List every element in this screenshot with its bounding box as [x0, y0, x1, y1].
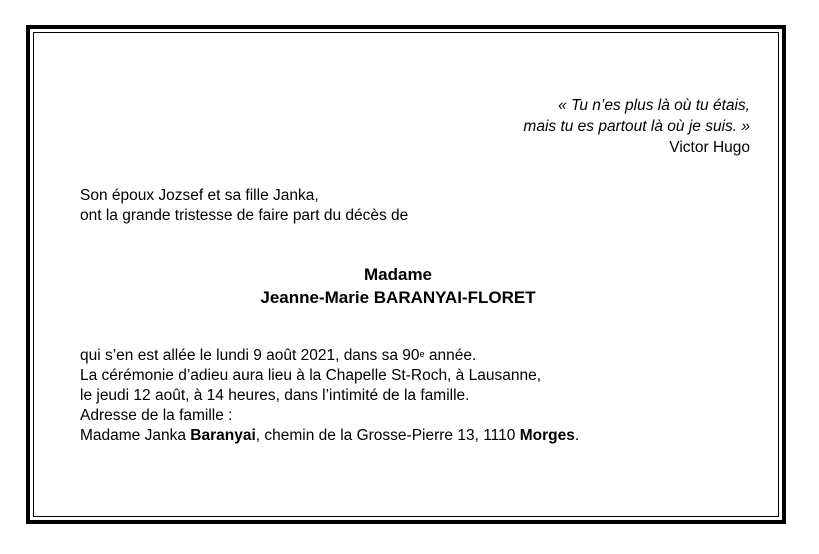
deceased-name: Jeanne-Marie BARANYAI-FLORET — [260, 288, 536, 307]
address-street: , chemin de la Grosse-Pierre 13, 1110 — [255, 427, 520, 444]
family-address — [80, 426, 579, 446]
epigraph-quote — [523, 95, 750, 158]
ordinal-superscript: e — [419, 349, 425, 359]
intro-line-1: Son époux Jozsef et sa fille Janka, — [80, 187, 319, 204]
family-surname: Baranyai — [190, 427, 256, 444]
deceased-heading — [0, 263, 796, 309]
details-line-1-end: année. — [424, 347, 477, 364]
details-line-2: La cérémonie d’adieu aura lieu à la Chapelle St-Roch, à Lausanne, — [80, 367, 541, 384]
announcement-intro — [80, 186, 408, 226]
quote-line-2: mais tu es partout là où je suis. » — [523, 118, 750, 135]
deceased-title: Madame — [363, 265, 433, 284]
details-line-3: le jeudi 12 août, à 14 heures, dans l’intimité de la famille. — [80, 387, 470, 404]
quote-line-1: « Tu n’es plus là où tu étais, — [558, 97, 750, 114]
address-prefix: Madame Janka — [80, 427, 191, 444]
quote-author: Victor Hugo — [669, 139, 750, 156]
details-line-1 — [80, 346, 579, 366]
address-town: Morges — [519, 427, 575, 444]
address-period: . — [574, 427, 580, 444]
intro-line-2: ont la grande tristesse de faire part du décès de — [80, 207, 409, 224]
details-line-1-text: qui s’en est allée le lundi 9 août 2021, dans sa 90 — [80, 347, 420, 364]
ceremony-details — [80, 346, 579, 446]
details-line-4: Adresse de la famille : — [80, 407, 233, 424]
